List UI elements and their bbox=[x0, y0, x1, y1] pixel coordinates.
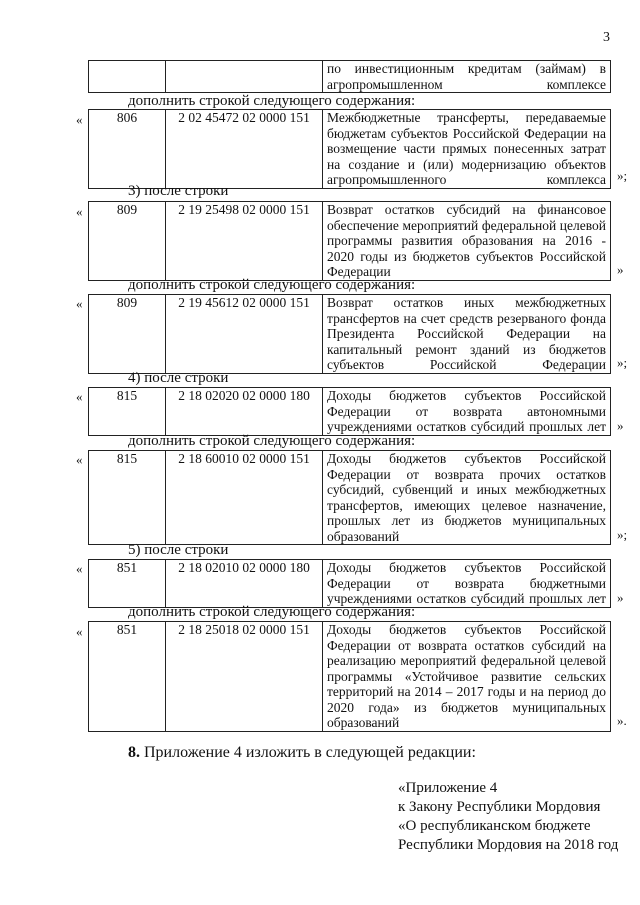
name-cell: Доходы бюджетов субъектов Российской Федерации от возврата бюджетными учреждениями остатков субсидий прошлых лет bbox=[323, 560, 611, 608]
appendix-line-2: к Закону Республики Мордовия bbox=[398, 799, 601, 815]
name-cell: Возврат остатков субсидий на финансовое обеспечение мероприятий федеральной целевой программы развития образования на 2016 - 2020 годы из бюджетов субъектов Российской Федерации bbox=[323, 202, 611, 281]
name-cell: Возврат остатков иных межбюджетных трансфертов на счет средств резерваного фонда Президента Российской Федерации на капитальный ремонт зданий из бюджетов субъектов Российской Федерации bbox=[323, 295, 611, 374]
name-cell: Доходы бюджетов субъектов Российской Федерации от возврата автономными учреждениями остатков субсидий прошлых лет bbox=[323, 388, 611, 436]
code-cell: 809 bbox=[89, 202, 166, 281]
name-cell: Доходы бюджетов субъектов Российской Федерации от возврата остатков субсидий на реализацию мероприятий федеральной целевой программы «Устойчивое развитие сельских территорий на 2014 – 2017 годы и на период до 2020 года» из бюджетов муниципальных образований bbox=[323, 622, 611, 732]
paragraph-8 bbox=[128, 744, 476, 762]
code-cell: 815 bbox=[89, 388, 166, 436]
appendix-line-4: Республики Мордовия на 2018 год bbox=[398, 837, 619, 853]
open-quote: « bbox=[76, 296, 83, 311]
close-quote: »; bbox=[617, 355, 628, 370]
open-quote: « bbox=[76, 624, 83, 639]
kbk-cell bbox=[166, 61, 323, 93]
appendix-line-1: «Приложение 4 bbox=[398, 780, 498, 796]
kbk-cell: 2 19 25498 02 0000 151 bbox=[166, 202, 323, 281]
close-quote: » bbox=[617, 590, 624, 605]
kbk-cell: 2 19 45612 02 0000 151 bbox=[166, 295, 323, 374]
code-cell: 851 bbox=[89, 622, 166, 732]
table-row bbox=[88, 294, 611, 374]
table-row bbox=[88, 621, 611, 732]
name-cell: Межбюджетные трансферты, передаваемые бюджетам субъектов Российской Федерации на возмещение части прямых понесенных затрат на создание и (или) модернизацию объектов агропромышленного комплекса bbox=[323, 110, 611, 189]
kbk-cell: 2 18 25018 02 0000 151 bbox=[166, 622, 323, 732]
add-row-label: дополнить строкой следующего содержания: bbox=[128, 604, 416, 620]
open-quote: « bbox=[76, 561, 83, 576]
table-row bbox=[88, 201, 611, 281]
table-row bbox=[88, 559, 611, 608]
name-cell: Доходы бюджетов субъектов Российской Федерации от возврата прочих остатков субсидий, субвенций и иных межбюджетных трансфертов, имеющих целевое назначение, прошлых лет из бюджетов муниципальных образований bbox=[323, 451, 611, 545]
close-quote: » bbox=[617, 262, 624, 277]
after-row-label: 3) после строки bbox=[128, 183, 229, 199]
code-cell: 815 bbox=[89, 451, 166, 545]
add-row-label: дополнить строкой следующего содержания: bbox=[128, 93, 416, 109]
code-cell bbox=[89, 61, 166, 93]
table-row bbox=[88, 109, 611, 189]
add-row-label: дополнить строкой следующего содержания: bbox=[128, 433, 416, 449]
table-row bbox=[88, 60, 611, 93]
kbk-cell: 2 02 45472 02 0000 151 bbox=[166, 110, 323, 189]
close-quote: »; bbox=[617, 527, 628, 542]
kbk-cell: 2 18 60010 02 0000 151 bbox=[166, 451, 323, 545]
paragraph-number: 8. bbox=[128, 744, 140, 761]
name-cell: по инвестиционным кредитам (займам) в агропромышленном комплексе bbox=[323, 61, 611, 93]
after-row-label: 4) после строки bbox=[128, 370, 229, 386]
table-row bbox=[88, 450, 611, 545]
code-cell: 851 bbox=[89, 560, 166, 608]
after-row-label: 5) после строки bbox=[128, 542, 229, 558]
close-quote: » bbox=[617, 418, 624, 433]
open-quote: « bbox=[76, 112, 83, 127]
page-number: 3 bbox=[603, 30, 610, 45]
kbk-cell: 2 18 02010 02 0000 180 bbox=[166, 560, 323, 608]
kbk-cell: 2 18 02020 02 0000 180 bbox=[166, 388, 323, 436]
open-quote: « bbox=[76, 389, 83, 404]
close-quote: »; bbox=[617, 168, 628, 183]
open-quote: « bbox=[76, 204, 83, 219]
code-cell: 809 bbox=[89, 295, 166, 374]
open-quote: « bbox=[76, 452, 83, 467]
paragraph-text: Приложение 4 изложить в следующей редакции: bbox=[140, 744, 476, 761]
table-row bbox=[88, 387, 611, 436]
appendix-line-3: «О республиканском бюджете bbox=[398, 818, 591, 834]
close-quote: ». bbox=[617, 713, 627, 728]
code-cell: 806 bbox=[89, 110, 166, 189]
add-row-label: дополнить строкой следующего содержания: bbox=[128, 277, 416, 293]
